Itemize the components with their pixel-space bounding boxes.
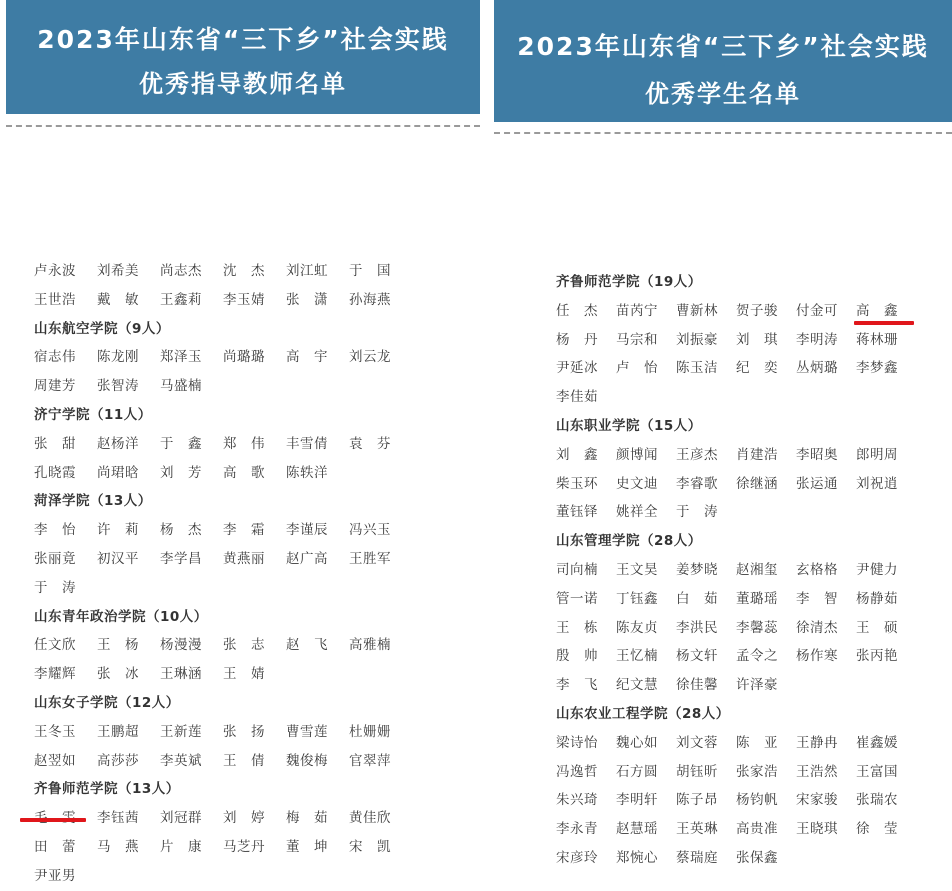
person-name: 史文迪: [616, 475, 658, 492]
person-name: 郑泽玉: [160, 349, 202, 366]
person-name: 陈子昂: [676, 792, 718, 809]
person-name: 田 蕾: [34, 838, 76, 855]
person-name: 苗芮宁: [616, 302, 658, 319]
name-row: [34, 804, 412, 833]
person-name: 张 扬: [223, 723, 265, 740]
name-row: [34, 747, 412, 776]
name-row: [34, 862, 412, 891]
person-name: 刘祝逍: [856, 475, 898, 492]
section-heading-text: 齐鲁师范学院（13人）: [34, 781, 180, 798]
person-name: 赵广高: [286, 550, 328, 567]
person-name: 丰雪倩: [286, 435, 328, 452]
person-name: 高 宇: [286, 349, 328, 366]
person-name: 姜梦晓: [676, 561, 718, 578]
person-name: 柴玉环: [556, 475, 598, 492]
person-name: 许 莉: [97, 522, 139, 539]
name-row: [34, 718, 412, 747]
person-name: 于 涛: [34, 579, 76, 596]
student-name-list: [556, 268, 916, 873]
red-underline-mark: [854, 321, 914, 325]
section-heading: [34, 315, 412, 344]
person-name: 王鹏超: [97, 723, 139, 740]
person-name: 肖建浩: [736, 446, 778, 463]
person-name: 袁 芬: [349, 435, 391, 452]
person-name: 冯兴玉: [349, 522, 391, 539]
person-name: 颜博闻: [616, 446, 658, 463]
person-name: 王浩然: [796, 763, 838, 780]
section-heading: [34, 689, 412, 718]
person-name: 魏俊梅: [286, 752, 328, 769]
person-name: 丁钰鑫: [616, 590, 658, 607]
person-name: 刘文蓉: [676, 734, 718, 751]
person-name: 李馨蕊: [736, 619, 778, 636]
person-name: 郑惋心: [616, 849, 658, 866]
person-name: 梁诗怡: [556, 734, 598, 751]
person-name: 张丽竟: [34, 550, 76, 567]
teacher-name-list: [34, 257, 412, 891]
person-name: 赵湘玺: [736, 561, 778, 578]
person-name: 李 飞: [556, 677, 598, 694]
person-name: 李佳茹: [556, 389, 598, 406]
person-name: 杨 丹: [556, 331, 598, 348]
student-title-line1: 2023年山东省“三下乡”社会实践: [517, 32, 929, 61]
person-name: 杨文轩: [676, 648, 718, 665]
person-name: 郑 伟: [223, 435, 265, 452]
person-name: 王胜军: [349, 550, 391, 567]
person-name: 王富国: [856, 763, 898, 780]
person-name: 王英琳: [676, 821, 718, 838]
person-name: 李 霜: [223, 522, 265, 539]
person-name: 刘冠群: [160, 810, 202, 827]
person-name: 尹亚男: [34, 867, 76, 884]
person-name: 陈友贞: [616, 619, 658, 636]
name-row: [556, 614, 916, 643]
person-name: 戴 敏: [97, 291, 139, 308]
person-name: 周建芳: [34, 378, 76, 395]
name-row: [34, 459, 412, 488]
name-row: [34, 660, 412, 689]
section-heading-text: 山东青年政治学院（10人）: [34, 608, 208, 625]
person-name: 许泽豪: [736, 677, 778, 694]
person-name: 杨作寒: [796, 648, 838, 665]
person-name: 高 歌: [223, 464, 265, 481]
section-heading: [34, 487, 412, 516]
person-name: 王世浩: [34, 291, 76, 308]
person-name: 徐 莹: [856, 821, 898, 838]
person-name: 沈 杰: [223, 263, 265, 279]
name-row: [556, 498, 916, 527]
person-name: 付金可: [796, 302, 838, 319]
person-name: 刘希美: [97, 263, 139, 279]
person-name: 司向楠: [556, 561, 598, 578]
person-name: 宋 凯: [349, 838, 391, 855]
person-name: 任 杰: [556, 302, 598, 319]
person-name: 张家浩: [736, 763, 778, 780]
person-name: 赵慧瑶: [616, 821, 658, 838]
person-name: 马宗和: [616, 331, 658, 348]
person-name: 张 潇: [286, 291, 328, 308]
person-name: 赵翌如: [34, 752, 76, 769]
section-heading-text: 济宁学院（11人）: [34, 406, 152, 423]
name-row: [556, 354, 916, 383]
person-name: 赵 飞: [286, 637, 328, 654]
name-row: [34, 631, 412, 660]
person-name: 刘江虹: [286, 263, 328, 279]
person-name: 张 冰: [97, 666, 139, 683]
person-name: 王静冉: [796, 734, 838, 751]
person-name: 李睿歌: [676, 475, 718, 492]
person-name: 王琳涵: [160, 666, 202, 683]
person-name: 高莎莎: [97, 752, 139, 769]
person-name: 李梦鑫: [856, 360, 898, 377]
teacher-list-header: [6, 0, 480, 114]
section-heading: [34, 603, 412, 632]
person-name: 赵杨洋: [97, 435, 139, 452]
person-name: 董璐瑶: [736, 590, 778, 607]
person-name: 曹新林: [676, 302, 718, 319]
person-name: 李英斌: [160, 752, 202, 769]
person-name: 孔晓霞: [34, 464, 76, 481]
name-row: [556, 556, 916, 585]
person-name: 李昭奥: [796, 446, 838, 463]
name-row: [556, 470, 916, 499]
person-name: 刘 鑫: [556, 446, 598, 463]
person-name: 姚祥全: [616, 504, 658, 521]
dashed-divider: [6, 125, 480, 127]
person-name: 宿志伟: [34, 349, 76, 366]
person-name: 纪文慧: [616, 677, 658, 694]
section-heading: [34, 401, 412, 430]
person-name: 李谨辰: [286, 522, 328, 539]
section-heading: [556, 412, 916, 441]
person-name: 刘 琪: [736, 331, 778, 348]
person-name: 张瑞农: [856, 792, 898, 809]
person-name: 于 鑫: [160, 435, 202, 452]
person-name: 杨 杰: [160, 522, 202, 539]
person-name: 董 坤: [286, 838, 328, 855]
person-name: 杨静茹: [856, 590, 898, 607]
person-name: 卢永波: [34, 263, 76, 279]
person-name: 王晓琪: [796, 821, 838, 838]
person-name: 官翠萍: [349, 752, 391, 769]
person-name: 马芝丹: [223, 838, 265, 855]
person-name: 梅 茹: [286, 810, 328, 827]
name-row: [556, 642, 916, 671]
name-row: [34, 833, 412, 862]
name-row: [556, 326, 916, 355]
person-name: 陈龙刚: [97, 349, 139, 366]
name-row: [556, 786, 916, 815]
person-name: 马 燕: [97, 838, 139, 855]
person-name: 王 婧: [223, 666, 265, 683]
person-name: 李钰茜: [97, 810, 139, 827]
name-row: [34, 372, 412, 401]
person-name: 李永青: [556, 821, 598, 838]
student-list-header: [494, 0, 952, 122]
person-name: 曹雪莲: [286, 723, 328, 740]
person-name: 孟令之: [736, 648, 778, 665]
person-name: 蒋林珊: [856, 331, 898, 348]
person-name: 王冬玉: [34, 723, 76, 740]
name-row: [34, 574, 412, 603]
person-name: 尹延冰: [556, 360, 598, 377]
person-name: 冯逸哲: [556, 763, 598, 780]
person-name: 王 杨: [97, 637, 139, 654]
person-name: 初汉平: [97, 550, 139, 567]
person-name: 董钰铎: [556, 504, 598, 521]
section-heading: [556, 700, 916, 729]
person-name: 刘振豪: [676, 331, 718, 348]
person-name: 尚珺晗: [97, 464, 139, 481]
person-name: 陈 亚: [736, 734, 778, 751]
teacher-title-line1: 2023年山东省“三下乡”社会实践: [37, 25, 449, 54]
dashed-divider: [494, 132, 952, 134]
person-name: 杨钧帆: [736, 792, 778, 809]
section-heading-text: 齐鲁师范学院（19人）: [556, 274, 702, 290]
person-name: 王文昊: [616, 561, 658, 578]
person-name: 任文欣: [34, 637, 76, 654]
name-row: [556, 441, 916, 470]
person-name: 片 康: [160, 838, 202, 855]
person-name: 朱兴琦: [556, 792, 598, 809]
person-name: 李 智: [796, 590, 838, 607]
person-name: 白 茹: [676, 590, 718, 607]
person-name: 张运通: [796, 475, 838, 492]
person-name: 殷 帅: [556, 648, 598, 665]
person-name: 马盛楠: [160, 378, 202, 395]
person-name: 王新莲: [160, 723, 202, 740]
person-name: 丛炳璐: [796, 360, 838, 377]
person-name: 高雅楠: [349, 637, 391, 654]
name-row: [34, 257, 412, 286]
person-name: 贺子骏: [736, 302, 778, 319]
person-name: 李耀辉: [34, 666, 76, 683]
person-name: 王 倩: [223, 752, 265, 769]
red-underline-mark: [20, 818, 86, 822]
person-name: 玄格格: [796, 561, 838, 578]
section-heading-text: 山东职业学院（15人）: [556, 417, 702, 434]
person-name: 郎明周: [856, 446, 898, 463]
section-heading: [556, 527, 916, 556]
person-name: 黄燕丽: [223, 550, 265, 567]
person-name: 蔡瑞庭: [676, 849, 718, 866]
person-name: 宋家骏: [796, 792, 838, 809]
person-name: 石方圆: [616, 763, 658, 780]
person-name: 王彦杰: [676, 446, 718, 463]
section-heading-text: 山东航空学院（9人）: [34, 320, 170, 337]
person-name: 徐清杰: [796, 619, 838, 636]
person-name: 孙海燕: [349, 291, 391, 308]
person-name: 徐佳馨: [676, 677, 718, 694]
person-name: 张智涛: [97, 378, 139, 395]
person-name: 王鑫莉: [160, 291, 202, 308]
name-row: [34, 343, 412, 372]
section-heading-text: 山东农业工程学院（28人）: [556, 705, 730, 722]
section-heading: [556, 268, 916, 297]
person-name: 李玉婧: [223, 291, 265, 308]
person-name: 宋彦玲: [556, 849, 598, 866]
person-name: 于 国: [349, 263, 391, 279]
person-name: 于 涛: [676, 504, 718, 521]
person-name: 刘 婷: [223, 810, 265, 827]
person-name: 陈轶洋: [286, 464, 328, 481]
person-name: 张 甜: [34, 435, 76, 452]
name-row: [34, 516, 412, 545]
name-row: [556, 671, 916, 700]
person-name: 胡钰昕: [676, 763, 718, 780]
name-row: [556, 844, 916, 873]
person-name: 黄佳欣: [349, 810, 391, 827]
person-name: 管一诺: [556, 590, 598, 607]
person-name: 王 栋: [556, 619, 598, 636]
person-name: 刘 芳: [160, 464, 202, 481]
person-name: 崔鑫媛: [856, 734, 898, 751]
name-row: [34, 430, 412, 459]
person-name: 尹健力: [856, 561, 898, 578]
name-row: [34, 286, 412, 315]
person-name: 高 鑫: [856, 302, 898, 319]
person-name: 李明轩: [616, 792, 658, 809]
teacher-title-line2: 优秀指导教师名单: [139, 70, 347, 98]
person-name: 王忆楠: [616, 648, 658, 665]
person-name: 卢 怡: [616, 360, 658, 377]
person-name: 陈玉洁: [676, 360, 718, 377]
person-name: 杨漫漫: [160, 637, 202, 654]
person-name: 徐继涵: [736, 475, 778, 492]
person-name: 魏心如: [616, 734, 658, 751]
name-row: [556, 585, 916, 614]
person-name: 张保鑫: [736, 849, 778, 866]
person-name: 李明涛: [796, 331, 838, 348]
person-name: 尚志杰: [160, 263, 202, 279]
student-list-panel: [484, 0, 952, 886]
name-row: [556, 815, 916, 844]
person-name: 李学昌: [160, 550, 202, 567]
person-name: 王 硕: [856, 619, 898, 636]
section-heading-text: 山东管理学院（28人）: [556, 533, 702, 550]
name-row: [556, 758, 916, 787]
person-name: 张 志: [223, 637, 265, 654]
section-heading-text: 山东女子学院（12人）: [34, 694, 180, 711]
name-row: [556, 383, 916, 412]
person-name: 张丙艳: [856, 648, 898, 665]
name-row: [34, 545, 412, 574]
name-row: [556, 729, 916, 758]
person-name: 刘云龙: [349, 349, 391, 366]
person-name: 尚璐璐: [223, 349, 265, 366]
student-title-line2: 优秀学生名单: [645, 80, 801, 108]
person-name: 纪 奕: [736, 360, 778, 377]
person-name: 李 怡: [34, 522, 76, 539]
person-name: 高贵准: [736, 821, 778, 838]
section-heading-text: 菏泽学院（13人）: [34, 493, 152, 510]
person-name: 杜姗姗: [349, 723, 391, 740]
person-name: 李洪民: [676, 619, 718, 636]
section-heading: [34, 775, 412, 804]
